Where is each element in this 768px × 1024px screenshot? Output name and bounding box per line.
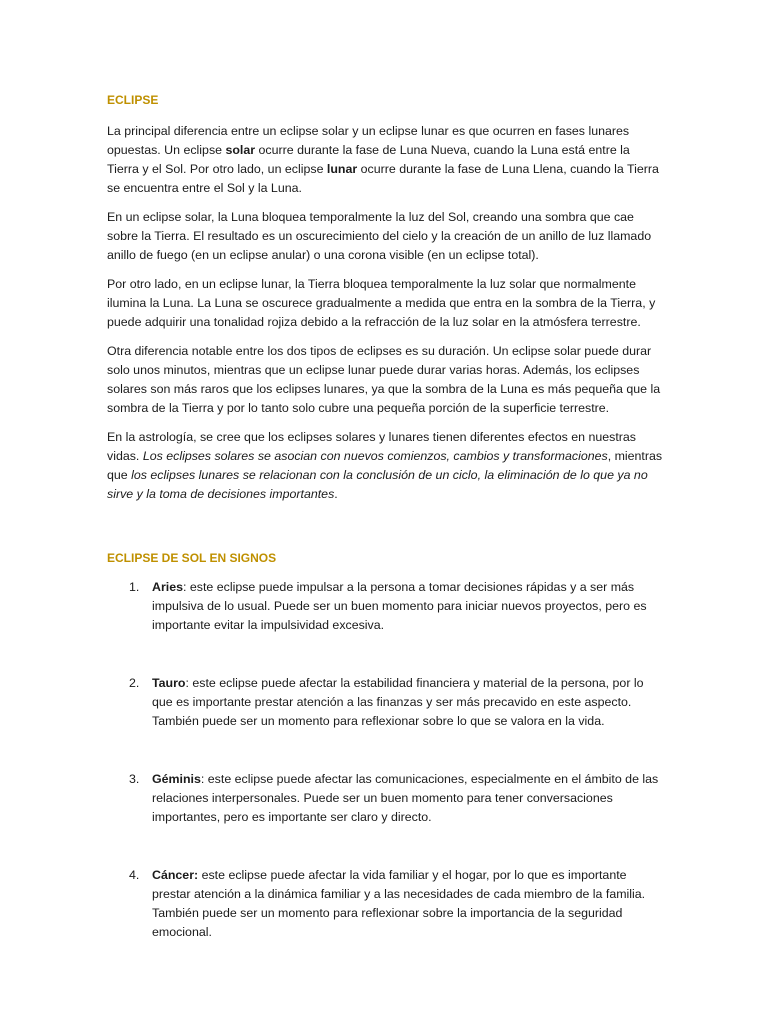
paragraph-text: ocurre durante la fase de Luna Llena, cuando la Tierra se encuentra entre el Sol y la Luna. [107,162,659,195]
bold-word-solar: solar [225,143,256,157]
list-item-text: este eclipse puede afectar la vida familiar y el hogar, por lo que es importante prestar atención a la dinámica familiar y a las necesidades de cada miembro de la familia. También puede ser un momento para reflexionar sobre la importancia de la seguridad emocional. [152,868,646,939]
paragraph-astrology [107,428,663,504]
list-item-tauro [107,674,663,731]
sign-name: Géminis [152,772,201,786]
paragraph-duration: Otra diferencia notable entre los dos tipos de eclipses es su duración. Un eclipse solar puede durar solo unos minutos, mientras que un eclipse lunar puede durar varias horas. Además, los eclipses solares son más raros que los eclipses lunares, ya que la sombra de la Luna es más pequeña que la sombra de la Tierra y por lo tanto solo cubre una pequeña porción de la superficie terrestre. [107,344,661,415]
sign-name: Tauro [152,676,186,690]
paragraph-text: En la astrología, se cree que los eclipses solares y lunares tienen diferentes efectos en nuestras vidas. [107,430,636,463]
sign-name: Aries [152,580,183,594]
section-heading-signs: ECLIPSE DE SOL EN SIGNOS [107,551,277,565]
paragraph-text: , mientras que [107,449,663,482]
list-number: 4. [129,868,140,882]
paragraph-lunar-eclipse: Por otro lado, en un eclipse lunar, la Tierra bloquea temporalmente la luz solar que normalmente ilumina la Luna. La Luna se oscurece gradualmente a medida que entra en la sombra de la Tierra, y puede adquirir una tonalidad rojiza debido a la refracción de la luz solar en la atmósfera terrestre. [107,277,656,329]
italic-lunar-meaning: los eclipses lunares se relacionan con la conclusión de un ciclo, la eliminación de lo que ya no sirve y la toma de decisiones importantes [107,468,648,501]
list-item-cancer [107,866,663,942]
italic-solar-meaning: Los eclipses solares se asocian con nuevos comienzos, cambios y transformaciones [142,449,608,463]
paragraph-solar-eclipse: En un eclipse solar, la Luna bloquea temporalmente la luz del Sol, creando una sombra que cae sobre la Tierra. El resultado es un oscurecimiento del cielo y la creación de un anillo de luz llamado anillo de fuego (en un eclipse anular) o una corona visible (en un eclipse total). [107,210,652,262]
sign-name: Cáncer: [152,868,199,882]
bold-word-lunar: lunar [326,162,358,176]
list-item-text: : este eclipse puede afectar las comunicaciones, especialmente en el ámbito de las relaciones interpersonales. Puede ser un buen momento para tener conversaciones importantes, pero es importante ser claro y directo. [152,772,659,824]
list-number: 3. [129,772,140,786]
list-item-aries [107,578,663,635]
list-number: 1. [129,580,140,594]
list-item-text: : este eclipse puede afectar la estabilidad financiera y material de la persona, por lo que es importante prestar atención a las finanzas y ser más precavido en este aspecto. También puede ser un momento para reflexionar sobre lo que se valora en la vida. [152,676,644,728]
list-item-geminis [107,770,663,827]
paragraph-difference [107,122,663,198]
paragraph-text: ocurre durante la fase de Luna Nueva, cuando la Luna está entre la Tierra y el Sol. Por otro lado, un eclipse [107,143,630,176]
paragraph-text: . [334,487,338,501]
signs-list [107,578,663,942]
document-page [107,92,663,981]
paragraph-text: La principal diferencia entre un eclipse solar y un eclipse lunar es que ocurren en fases lunares opuestas. Un eclipse [107,124,630,157]
section-heading-eclipse: ECLIPSE [107,93,159,107]
list-number: 2. [129,676,140,690]
list-item-text: : este eclipse puede impulsar a la persona a tomar decisiones rápidas y a ser más impulsiva de lo usual. Puede ser un buen momento para iniciar nuevos proyectos, pero es importante evitar la impulsividad excesiva. [152,580,647,632]
